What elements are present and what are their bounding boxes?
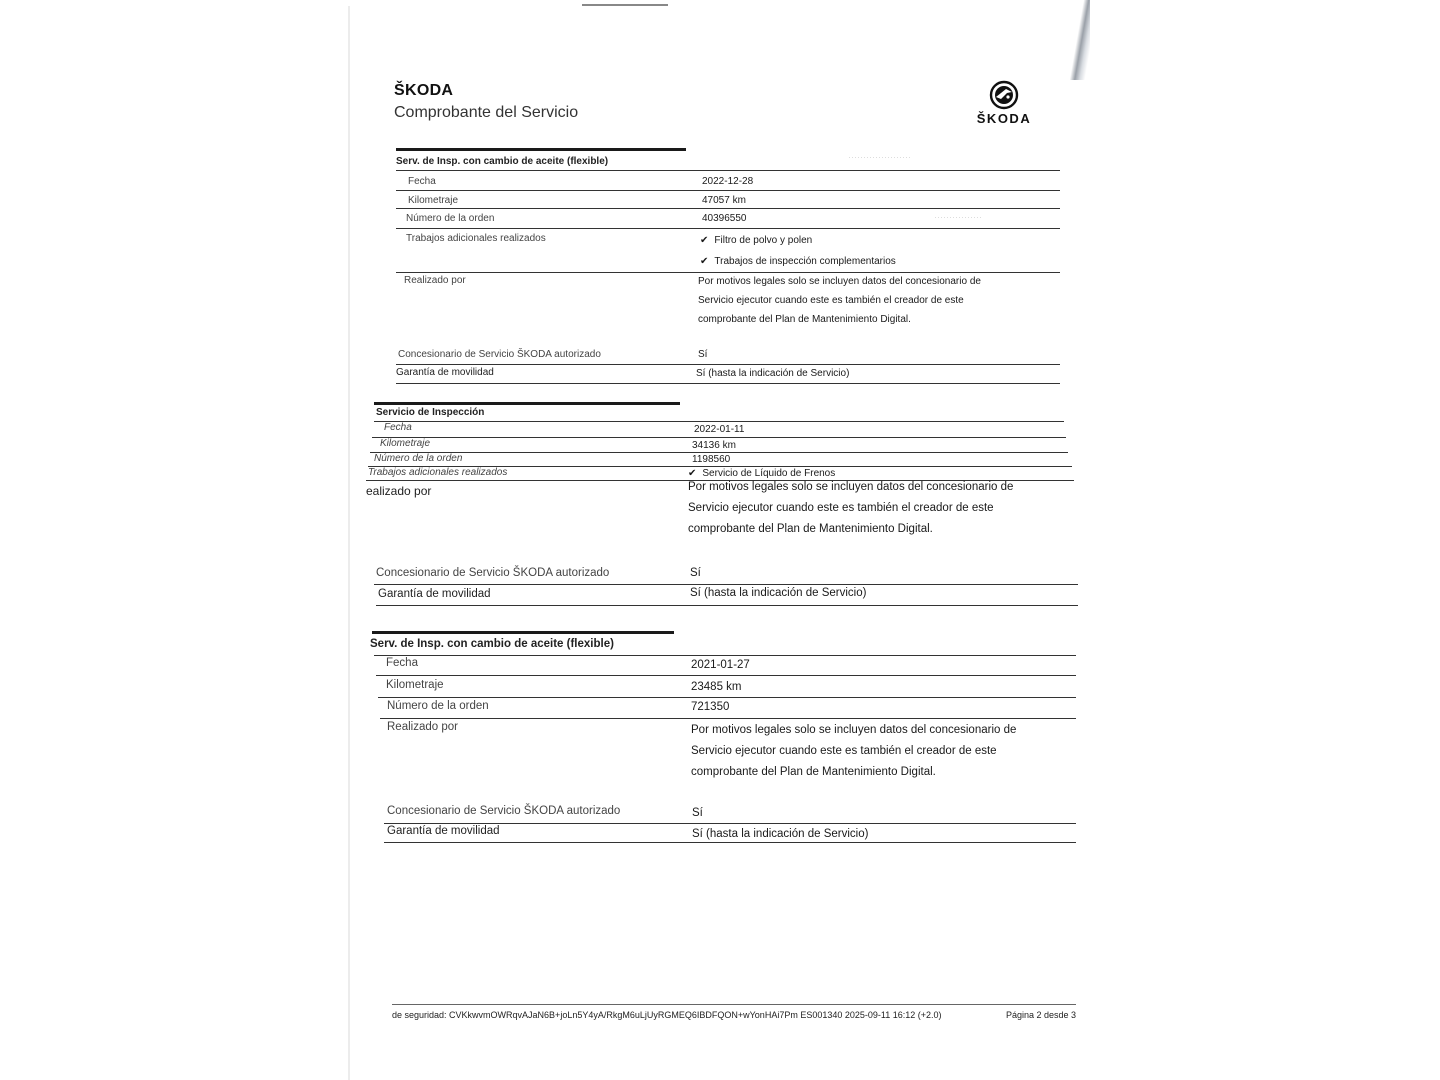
row-rule [396,190,1060,191]
realizado-line: comprobante del Plan de Mantenimiento Digital. [688,523,933,535]
orden-value: 721350 [691,701,730,713]
scan-artifact-top [582,4,668,6]
trabajo-text: Filtro de polvo y polen [714,235,813,246]
concesionario-value: Sí [692,807,703,819]
checkmark-icon: ✔ [688,468,697,479]
realizado-line: Servicio ejecutor cuando este es también el creador de este [698,295,964,306]
section-bar [374,402,680,405]
row-rule [374,655,1076,656]
kilometraje-label: Kilometraje [386,679,444,691]
garantia-value: Sí (hasta la indicación de Servicio) [692,828,869,840]
realizado-line: comprobante del Plan de Mantenimiento Digital. [698,314,911,325]
concesionario-label: Concesionario de Servicio ŠKODA autorizado [398,349,601,360]
kilometraje-value: 47057 km [702,195,746,206]
concesionario-label: Concesionario de Servicio ŠKODA autorizado [387,805,621,817]
trabajos-label: Trabajos adicionales realizados [368,467,508,478]
row-rule [370,452,1068,453]
garantia-value: Sí (hasta la indicación de Servicio) [696,368,850,379]
trabajo-text: Trabajos de inspección complementarios [714,256,896,267]
garantia-label: Garantía de movilidad [378,588,491,600]
fecha-value: 2021-01-27 [691,659,750,671]
orden-label: Número de la orden [387,700,489,712]
concesionario-value: Sí [690,567,701,579]
checkmark-icon: ✔ [700,235,709,246]
row-rule [396,170,1060,171]
scanned-page [350,6,1090,1080]
concesionario-label: Concesionario de Servicio ŠKODA autorizado [376,567,610,579]
trabajo-text: Servicio de Líquido de Frenos [702,468,836,479]
fecha-value: 2022-01-11 [694,424,745,435]
realizado-line: Servicio ejecutor cuando este es también el creador de este [688,502,994,514]
orden-label: Número de la orden [406,213,495,224]
kilometraje-label: Kilometraje [408,195,459,206]
trabajo-item [688,468,835,479]
bleed-through: ····················· [848,152,911,162]
garantia-label: Garantía de movilidad [387,825,500,837]
scan-artifact-corner [1070,0,1090,80]
section-bar [396,148,686,151]
row-rule [378,697,1076,698]
realizado-line: Servicio ejecutor cuando este es también el creador de este [691,745,997,757]
row-rule [372,437,1066,438]
row-rule [374,421,1064,422]
orden-label: Número de la orden [374,453,463,464]
garantia-label: Garantía de movilidad [396,367,494,378]
row-rule [396,208,1060,209]
kilometraje-value: 23485 km [691,681,742,693]
fecha-value: 2022-12-28 [702,176,754,187]
row-rule [396,228,1060,229]
garantia-value: Sí (hasta la indicación de Servicio) [690,587,867,599]
fecha-label: Fecha [408,176,436,187]
page-number: Página 2 desde 3 [1005,1010,1076,1020]
section-bar [372,631,674,634]
security-code: de seguridad: CVKkwvmOWRqvAJaN6B+joLn5Y4yA/RkgM6uLjUyRGMEQ6IBDFQON+wYonHAi7Pm ES001340 2025-09-11 16:12 (+2.0) [392,1010,942,1020]
orden-value: 40396550 [702,213,747,224]
realizado-line: Por motivos legales solo se incluyen datos del concesionario de [688,481,1014,493]
realizado-label: Realizado por [387,721,458,733]
trabajo-item [700,256,896,267]
skoda-logo [966,80,1042,130]
skoda-arrow-logo-icon [987,80,1021,110]
row-rule [384,823,1076,824]
section-title: Servicio de Inspección [376,407,485,418]
row-rule [374,584,1078,585]
section-title: Serv. de Insp. con cambio de aceite (flexible) [370,638,614,650]
kilometraje-value: 34136 km [692,440,736,451]
trabajo-item [700,235,812,246]
checkmark-icon: ✔ [700,256,709,267]
footer-rule [392,1004,1076,1005]
row-rule [396,364,1060,365]
fecha-label: Fecha [386,657,418,669]
realizado-label: Realizado por [404,275,466,286]
realizado-line: comprobante del Plan de Mantenimiento Digital. [691,766,936,778]
concesionario-value: Sí [698,349,708,360]
kilometraje-label: Kilometraje [380,438,431,449]
logo-wordmark: ŠKODA [976,111,1032,126]
orden-value: 1198560 [692,454,731,465]
row-rule [396,272,1060,273]
page-title: Comprobante del Servicio [394,104,579,121]
trabajos-label: Trabajos adicionales realizados [406,233,546,244]
row-rule [384,842,1076,843]
realizado-label: ealizado por [366,484,432,498]
section-title: Serv. de Insp. con cambio de aceite (flexible) [396,156,609,167]
fecha-label: Fecha [384,422,412,433]
realizado-line: Por motivos legales solo se incluyen datos del concesionario de [698,276,981,287]
realizado-line: Por motivos legales solo se incluyen datos del concesionario de [691,724,1017,736]
row-rule [376,675,1076,676]
brand-name: ŠKODA [394,82,454,99]
bleed-through: ················ [934,212,982,222]
row-rule [376,605,1078,606]
row-rule [380,718,1076,719]
row-rule [396,383,1060,384]
